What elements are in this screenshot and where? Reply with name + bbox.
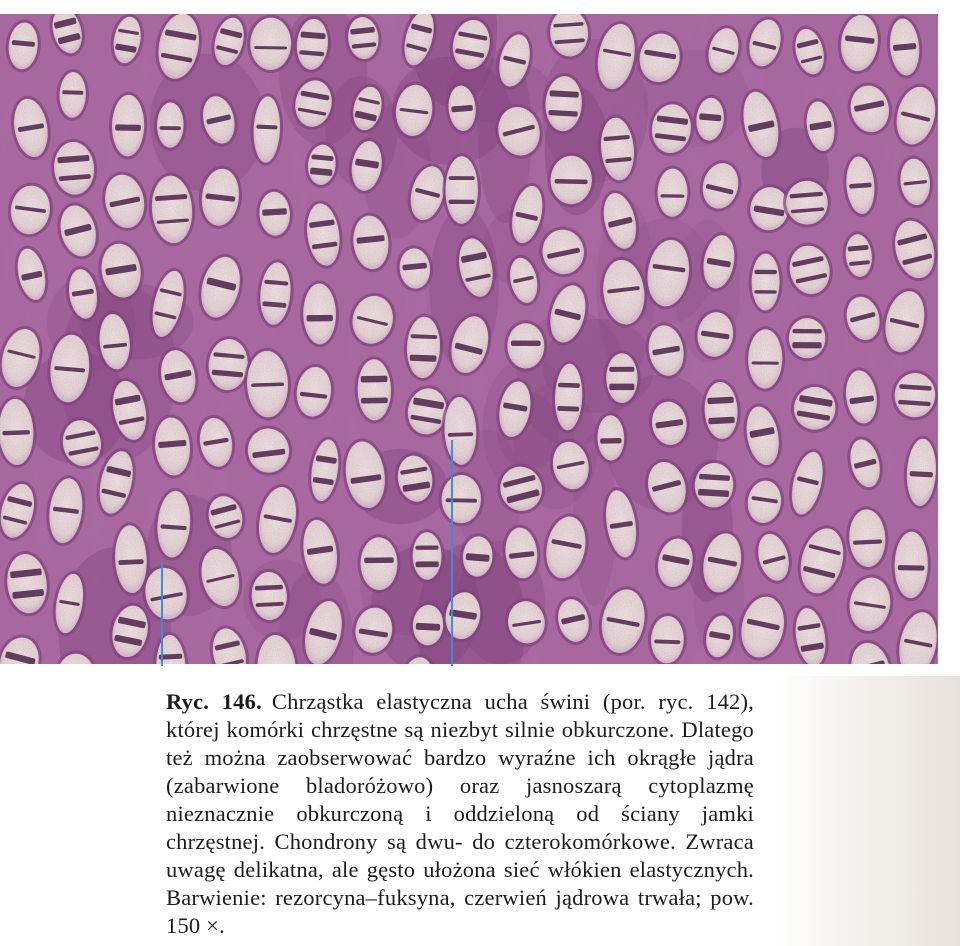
micrograph-image (0, 14, 938, 664)
pointer-line-left (161, 562, 163, 666)
pointer-line-right (451, 440, 453, 666)
caption-label: Ryc. 146. (166, 689, 262, 714)
caption-text: Chrząstka elastyczna ucha świni (por. ryc. 142), której komórki chrzęstne są niezbyt silnie obkurczone. Dlatego też można zaobserwować bardzo wyraźne ich okrągłe jądra (zabarwione bladoróżowo) oraz jasnoszarą cytoplazmę nieznacznie obkurczoną i oddzieloną od ściany jamki chrzęstnej. Chondrony są dwu- do czterokomórkowe. Zwraca uwagę delikatna, ale gęsto ułożona sieć włókien elastycznych. Barwienie: rezorcyna–fuksyna, czerwień jądrowa trwała; pow. 150 ×. (166, 689, 754, 938)
stain-grain (0, 14, 938, 664)
micrograph-figure (0, 14, 938, 664)
figure-caption (166, 688, 754, 940)
page-edge-shadow (778, 676, 960, 946)
